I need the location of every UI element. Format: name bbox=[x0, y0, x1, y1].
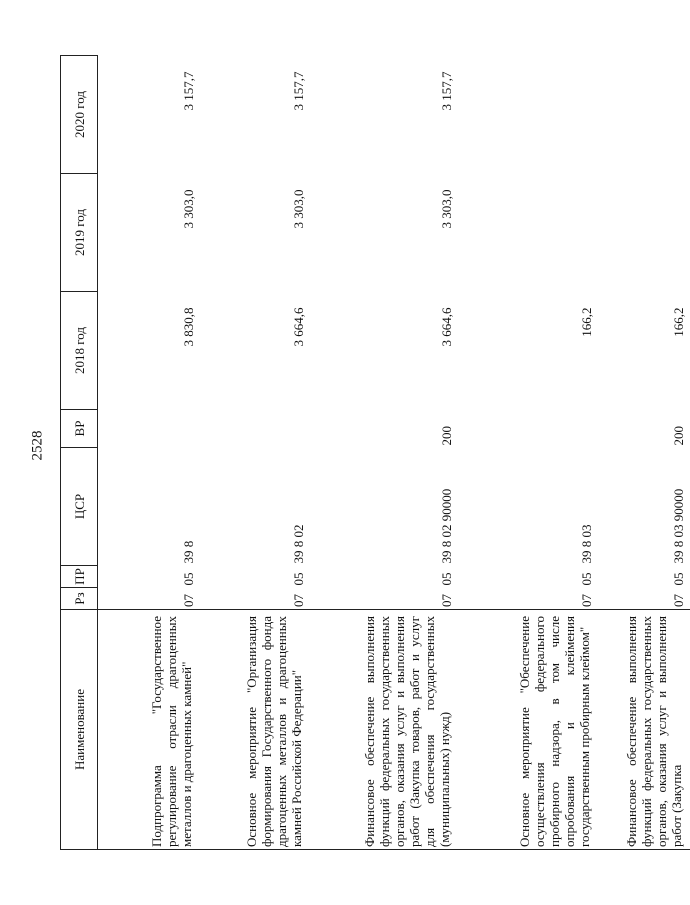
header-2018: 2018 год bbox=[61, 292, 98, 410]
row-name: Основное мероприятие "Обеспечение осуществления федерального пробирного надзора, в том числе опробования и клеймения государственным пробирным клеймом" bbox=[458, 610, 598, 850]
row-2020 bbox=[598, 56, 690, 174]
table-row bbox=[458, 56, 598, 850]
row-2020: 3 157,7 bbox=[181, 71, 196, 111]
row-2018: 166,2 bbox=[671, 307, 686, 337]
row-rz: 07 bbox=[439, 594, 454, 607]
table-header-row bbox=[61, 56, 98, 850]
row-vr bbox=[458, 410, 598, 448]
row-name: Подпрограмма "Государственное регулирование отрасли драгоценных металлов и драгоценных камней" bbox=[98, 610, 201, 850]
budget-table bbox=[60, 55, 690, 850]
page-number: 2528 bbox=[29, 430, 46, 461]
row-rz: 07 bbox=[671, 594, 686, 607]
row-rz: 07 bbox=[579, 594, 594, 607]
row-pr: 05 bbox=[671, 572, 686, 586]
row-csr: 39 8 03 90000 bbox=[671, 488, 686, 564]
table-row bbox=[310, 56, 458, 850]
header-vr: ВР bbox=[61, 410, 98, 448]
row-2019: 3 303,0 bbox=[291, 189, 306, 229]
table-row bbox=[200, 56, 310, 850]
row-rz: 07 bbox=[181, 594, 196, 607]
row-pr: 05 bbox=[579, 572, 594, 586]
row-2018: 3 664,6 bbox=[291, 307, 306, 347]
row-2019: 3 303,0 bbox=[181, 189, 196, 229]
row-vr: 200 bbox=[439, 426, 454, 446]
row-name: Финансовое обеспечение выполнения функций федеральных государственных органов, оказания услуг и выполнения работ (Закупка bbox=[598, 610, 690, 850]
row-csr: 39 8 03 bbox=[579, 524, 594, 564]
row-vr: 200 bbox=[671, 426, 686, 446]
row-vr bbox=[98, 410, 201, 448]
header-2019: 2019 год bbox=[61, 174, 98, 292]
row-2019: 3 303,0 bbox=[439, 189, 454, 229]
rotated-page-content bbox=[60, 60, 686, 850]
row-name: Основное мероприятие "Организация формирования Государственного фонда драгоценных металлов и драгоценных камней Российской Федерации" bbox=[200, 610, 310, 850]
header-rz: Рз bbox=[61, 588, 98, 610]
row-pr: 05 bbox=[181, 572, 196, 586]
row-rz: 07 bbox=[291, 594, 306, 607]
row-2020: 3 157,7 bbox=[439, 71, 454, 111]
header-pr: ПР bbox=[61, 566, 98, 588]
row-2020: 3 157,7 bbox=[291, 71, 306, 111]
header-csr: ЦСР bbox=[61, 448, 98, 566]
table-row bbox=[598, 56, 690, 850]
row-name: Финансовое обеспечение выполнения функций федеральных государственных органов, оказания услуг и выполнения работ (Закупка товаров, работ и услуг для обеспечения государственных (муниципальных) нужд) bbox=[310, 610, 458, 850]
row-vr bbox=[200, 410, 310, 448]
header-name: Наименование bbox=[61, 610, 98, 850]
row-pr: 05 bbox=[291, 572, 306, 586]
row-2018: 3 830,8 bbox=[181, 307, 196, 347]
row-2018: 3 664,6 bbox=[439, 307, 454, 347]
row-csr: 39 8 02 bbox=[291, 524, 306, 564]
row-csr: 39 8 bbox=[181, 540, 196, 564]
row-2018: 166,2 bbox=[579, 307, 594, 337]
header-2020: 2020 год bbox=[61, 56, 98, 174]
row-csr: 39 8 02 90000 bbox=[439, 488, 454, 564]
row-2019 bbox=[598, 174, 690, 292]
row-pr: 05 bbox=[439, 572, 454, 586]
row-2020 bbox=[458, 56, 598, 174]
row-2019 bbox=[458, 174, 598, 292]
table-row bbox=[98, 56, 201, 850]
